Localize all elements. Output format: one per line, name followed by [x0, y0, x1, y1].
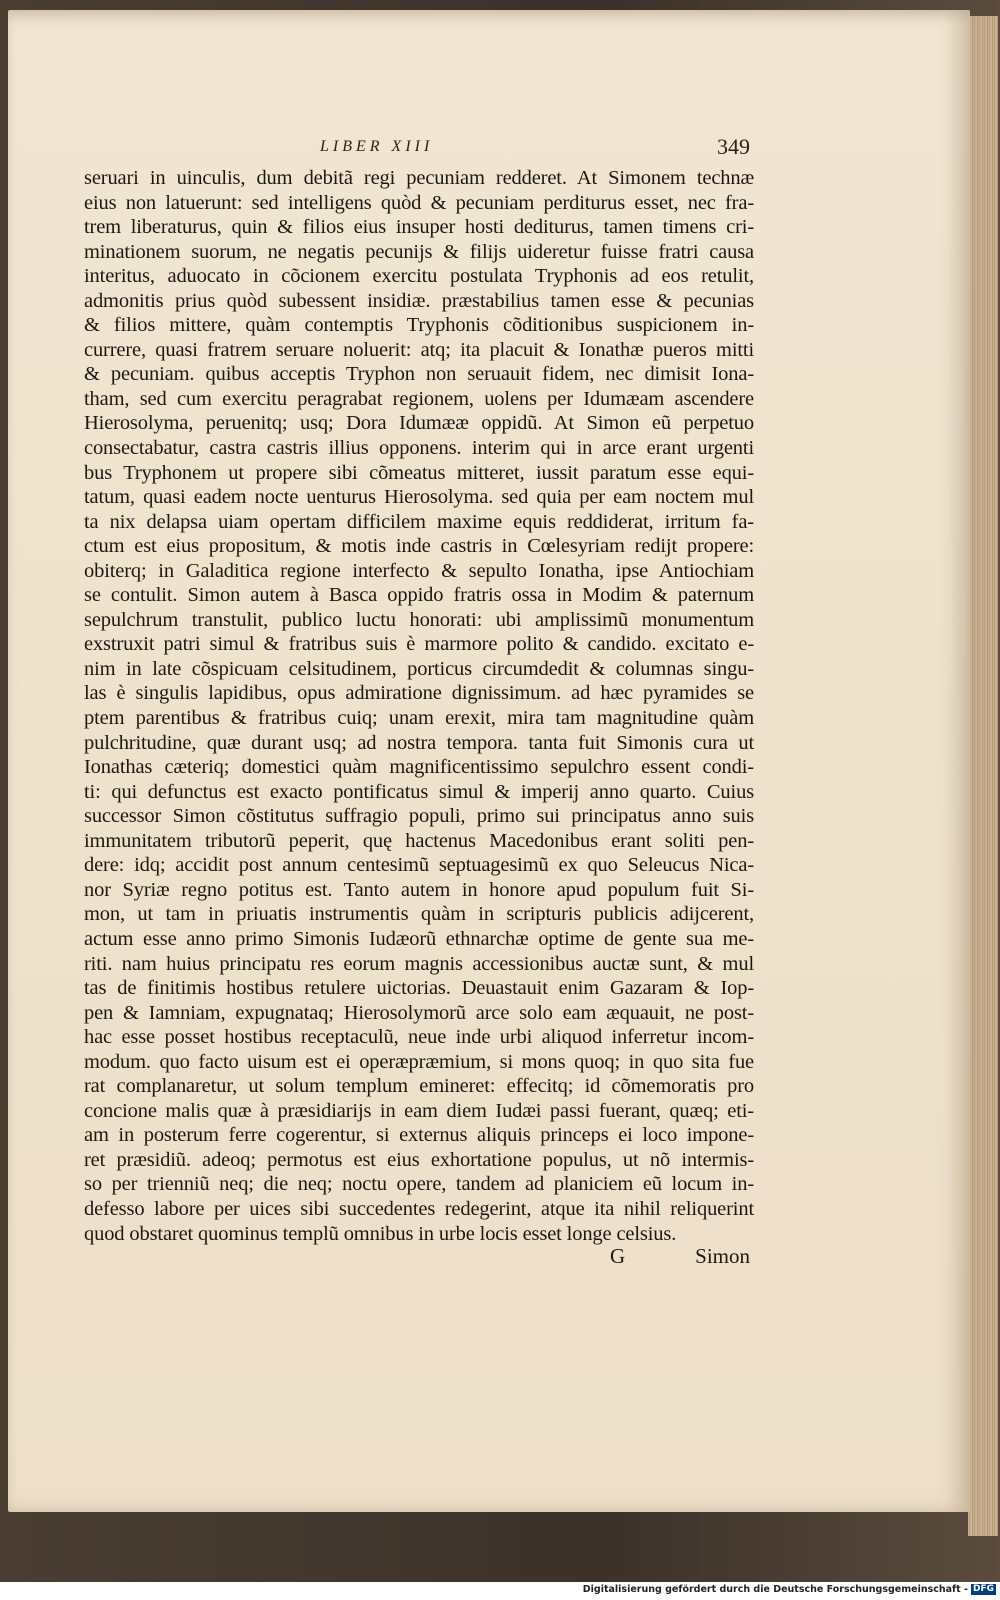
text-line: riti. nam huius principatu res eorum magnis accessionibus auctæ sunt, & mul — [84, 952, 754, 975]
text-line: ret præsidiũ. adeoq; permotus est eius exhortatione populus, ut nõ intermis- — [84, 1148, 754, 1171]
credit-text: Digitalisierung gefördert durch die Deutsche Forschungsgemeinschaft - — [582, 1584, 968, 1595]
text-line: tatum, quasi eadem nocte uenturus Hierosolyma. sed quia per eam noctem mul — [84, 486, 754, 509]
text-line: nim in late cõspicuam celsitudinem, porticus circumdedit & columnas singu- — [84, 657, 754, 680]
text-line: & filios mittere, quàm contemptis Tryphonis cõditionibus suspicionem in- — [84, 314, 754, 337]
text-line: se contulit. Simon autem à Basca oppido fratris ossa in Modim & paternum — [84, 584, 754, 607]
digitization-credit — [583, 1584, 996, 1595]
text-line: Hierosolyma, peruenitq; usq; Dora Idumææ oppidũ. At Simon eũ perpetuo — [84, 412, 754, 435]
text-line: immunitatem tributorũ peperit, quę hactenus Macedonibus erant soliti pen- — [84, 829, 754, 852]
text-line: exstruxit patri simul & fratribus suis è marmore polito & candido. excitato e- — [84, 633, 754, 656]
page-footer — [600, 1244, 750, 1272]
text-line: defesso labore per uices sibi succedentes redegerint, atque ita nihil reliquerint — [84, 1197, 754, 1220]
text-line: trem liberaturus, quin & filios eius insuper hosti dediturus, tamen timens cri- — [84, 216, 754, 239]
text-line: mon, ut tam in priuatis instrumentis quàm in scripturis publicis adijcerent, — [84, 903, 754, 926]
text-line: las è singulis lapidibus, opus admiratione dignissimum. ad hæc pyramides se — [84, 682, 754, 705]
body-text — [84, 166, 754, 1246]
text-line: bus Tryphonem ut propere sibi cõmeatus mitteret, iussit paratum esse equi- — [84, 461, 754, 484]
text-line: successor Simon cõstitutus suffragio populi, primo sui principatus anno suis — [84, 805, 754, 828]
text-line: obiterq; in Galaditica regione interfecto & sepulto Ionatha, ipse Antiochiam — [84, 559, 754, 582]
text-line: consectabatur, castra castris illius opponens. interim qui in arce erant urgenti — [84, 437, 754, 460]
text-line: tham, sed cum exercitu peragrabat regionem, uolens per Idumæam ascendere — [84, 387, 754, 410]
text-line: interitus, aduocato in cõcionem exercitu postulata Tryphonis ad eos retulit, — [84, 265, 754, 288]
text-line: ctum est eius propositum, & motis inde castris in Cœlesyriam redijt propere: — [84, 535, 754, 558]
text-line: dere: idq; accidit post annum centesimũ septuagesimũ ex quo Seleucus Nica- — [84, 854, 754, 877]
text-line: pulchritudine, quæ durant usq; ad nostra tempora. tanta fuit Simonis cura ut — [84, 731, 754, 754]
text-line: Ionathas cæteriq; domestici quàm magnificentissimo sepulchro essent condi- — [84, 756, 754, 779]
text-line: modum. quo facto uisum est ei operæpræmium, si mons quoq; in quo sita fue — [84, 1050, 754, 1073]
text-line: seruari in uinculis, dum debitã regi pecuniam redderet. At Simonem technæ — [84, 167, 754, 189]
text-line: nor Syriæ regno potitus est. Tanto autem in honore apud populum fuit Si- — [84, 878, 754, 901]
text-line: ptem parentibus & fratribus cuiq; unam erexit, mira tam magnitudine quàm — [84, 707, 754, 730]
text-line: sepulchrum transtulit, publico luctu honorati: ubi amplissimũ monumentum — [84, 608, 754, 631]
text-line: admonitis prius quòd subessent insidiæ. præstabilius tamen esse & pecunias — [84, 289, 754, 312]
text-line: ti: qui defunctus est exacto pontificatus simul & imperij anno quarto. Cuius — [84, 780, 754, 803]
dfg-logo: DFG — [972, 1584, 994, 1594]
text-line: & pecuniam. quibus acceptis Tryphon non seruauit fidem, nec dimisit Iona- — [84, 363, 754, 386]
text-line: rat complanaretur, ut solum templum emineret: effecitq; id cõmemoratis pro — [84, 1075, 754, 1098]
text-line: pen & Iamniam, expugnataq; Hierosolymorũ arce solo eam æquauit, ne post- — [84, 1001, 754, 1024]
text-line: currere, quasi fratrem seruare noluerit: atq; ita placuit & Ionathæ pueros mitti — [84, 338, 754, 361]
page-edges — [968, 16, 998, 1536]
page-header — [300, 134, 770, 162]
text-line: ta nix delapsa uiam opertam difficilem maxime equis reddiderat, irritum fa- — [84, 510, 754, 533]
catchword: Simon — [695, 1244, 750, 1268]
text-line: eius non latuerunt: sed intelligens quòd & pecuniam perditurus esset, nec fra- — [84, 191, 754, 214]
text-line: concione malis quæ à præsidiarijs in eam diem Iudæi passi fuerant, quæq; eti- — [84, 1099, 754, 1122]
running-title: LIBER XIII — [320, 138, 434, 155]
page-number: 349 — [717, 134, 750, 159]
text-line: minationem suorum, ne negatis pecunijs & filijs uideretur fuisse fratri causa — [84, 240, 754, 263]
text-line: actum esse anno primo Simonis Iudæorũ ethnarchæ optime de gente sua me- — [84, 927, 754, 950]
signature-mark: G — [610, 1244, 626, 1268]
text-line: tas de finitimis hostibus retulere uictorias. Deuastauit enim Gazaram & Iop- — [84, 977, 754, 1000]
credit-bar — [0, 1582, 1000, 1600]
text-line: hac esse posset hostibus receptaculũ, neue inde urbi aliquod inferretur incom- — [84, 1026, 754, 1049]
text-line: am in posterum ferre cogerentur, si externus aliquis princeps ei loco impone- — [84, 1124, 754, 1147]
text-line: so per trienniũ neq; die neq; noctu opere, tandem ad planiciem eũ locum in- — [84, 1173, 754, 1196]
text-line: quod obstaret quominus templũ omnibus in urbe locis esset longe celsius. — [84, 1222, 677, 1245]
